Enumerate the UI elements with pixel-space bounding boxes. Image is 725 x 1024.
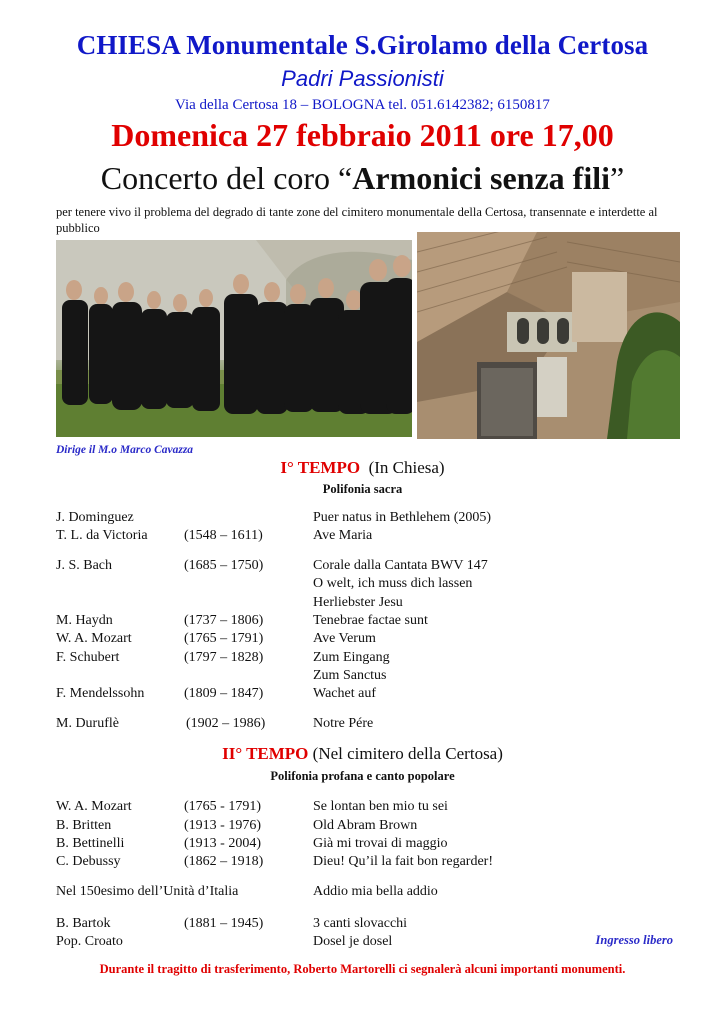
years: (1797 – 1828) bbox=[184, 650, 264, 665]
composer: M. Duruflè bbox=[56, 716, 119, 731]
work: Herliebster Jesu bbox=[313, 595, 403, 610]
work: O welt, ich muss dich lassen bbox=[313, 576, 473, 591]
program-row bbox=[0, 715, 725, 733]
church-title: CHIESA Monumentale S.Girolamo della Certosa bbox=[76, 30, 649, 60]
work: Dieu! Qu’il la fait bon regarder! bbox=[313, 854, 493, 869]
program-row bbox=[0, 649, 725, 667]
composer: T. L. da Victoria bbox=[56, 528, 148, 543]
program-row bbox=[0, 817, 725, 835]
program-row bbox=[0, 915, 725, 933]
composer: B. Bettinelli bbox=[56, 836, 125, 851]
church-address: Via della Certosa 18 – BOLOGNA tel. 051.6142382; 6150817 bbox=[175, 97, 550, 113]
years: (1913 - 2004) bbox=[184, 836, 261, 851]
program-row bbox=[0, 612, 725, 630]
years: (1913 - 1976) bbox=[184, 818, 261, 833]
concert-suffix: ” bbox=[609, 160, 625, 196]
composer: B. Bartok bbox=[56, 916, 111, 931]
conductor-credit: Dirige il M.o Marco Cavazza bbox=[56, 444, 194, 456]
years: (1902 – 1986) bbox=[186, 716, 266, 731]
program-row bbox=[0, 557, 725, 575]
work: Old Abram Brown bbox=[313, 818, 418, 833]
years: (1862 – 1918) bbox=[184, 854, 264, 869]
work: Addio mia bella addio bbox=[313, 884, 438, 899]
composer: J. Dominguez bbox=[56, 510, 134, 525]
program-row bbox=[0, 685, 725, 703]
composer: B. Britten bbox=[56, 818, 112, 833]
program-row bbox=[0, 798, 725, 816]
work: Corale dalla Cantata BWV 147 bbox=[313, 558, 488, 573]
program-row bbox=[0, 853, 725, 871]
program-row bbox=[0, 630, 725, 648]
program-row bbox=[0, 835, 725, 853]
years: (1765 – 1791) bbox=[184, 631, 264, 646]
work: Se lontan ben mio tu sei bbox=[313, 799, 448, 814]
years: (1737 – 1806) bbox=[184, 613, 264, 628]
program-row bbox=[0, 509, 725, 527]
work: Tenebrae factae sunt bbox=[313, 613, 428, 628]
program-row bbox=[0, 527, 725, 545]
composer: Nel 150esimo dell’Unità d’Italia bbox=[56, 884, 239, 899]
work: Wachet auf bbox=[313, 686, 376, 701]
work: Zum Eingang bbox=[313, 650, 390, 665]
choir-photo-icon bbox=[56, 240, 412, 437]
cloister-roof-photo-icon bbox=[417, 232, 680, 439]
footer-note: Durante il tragitto di trasferimento, Roberto Martorelli ci segnalerà alcuni importanti monumenti. bbox=[99, 962, 626, 976]
program-row bbox=[0, 575, 725, 593]
choir-photo-drawing bbox=[56, 240, 412, 437]
composer: F. Schubert bbox=[56, 650, 120, 665]
work: Ave Maria bbox=[313, 528, 373, 543]
work: Già mi trovai di maggio bbox=[313, 836, 448, 851]
work: Notre Pére bbox=[313, 716, 374, 731]
composer: F. Mendelssohn bbox=[56, 686, 145, 701]
section-heading-1 bbox=[0, 458, 725, 478]
work: 3 canti slovacchi bbox=[313, 916, 408, 931]
years: (1765 - 1791) bbox=[184, 799, 261, 814]
section-2-subtitle: Polifonia profana e canto popolare bbox=[270, 769, 455, 783]
program-row bbox=[0, 594, 725, 612]
section-1-subtitle: Polifonia sacra bbox=[322, 482, 403, 496]
work: Dosel je dosel bbox=[313, 934, 393, 949]
free-entry-note: Ingresso libero bbox=[595, 933, 673, 947]
years: (1548 – 1611) bbox=[184, 528, 263, 543]
section-1-tempo: I° TEMPO bbox=[280, 458, 361, 477]
composer: W. A. Mozart bbox=[56, 799, 132, 814]
concert-prefix: Concerto del coro “ bbox=[100, 160, 353, 196]
choir-name: Armonici senza fili bbox=[352, 160, 610, 196]
composer: C. Debussy bbox=[56, 854, 121, 869]
concert-title bbox=[0, 160, 725, 197]
section-2-place: (Nel cimitero della Certosa) bbox=[312, 744, 503, 763]
event-date: Domenica 27 febbraio 2011 ore 17,00 bbox=[111, 117, 614, 153]
program-row bbox=[0, 667, 725, 685]
years: (1685 – 1750) bbox=[184, 558, 264, 573]
work: Puer natus in Bethlehem (2005) bbox=[313, 510, 492, 525]
work: Zum Sanctus bbox=[313, 668, 387, 683]
roof-photo-drawing bbox=[417, 232, 680, 439]
composer: M. Haydn bbox=[56, 613, 113, 628]
section-heading-2 bbox=[0, 744, 725, 764]
event-purpose: per tenere vivo il problema del degrado di tante zone del cimitero monumentale della Certosa, transennate e interdette al pubblico bbox=[56, 205, 658, 235]
composer: J. S. Bach bbox=[56, 558, 112, 573]
years: (1881 – 1945) bbox=[184, 916, 264, 931]
years: (1809 – 1847) bbox=[184, 686, 264, 701]
order-subtitle: Padri Passionisti bbox=[281, 66, 444, 91]
section-1-place: (In Chiesa) bbox=[368, 458, 445, 477]
composer: W. A. Mozart bbox=[56, 631, 132, 646]
composer: Pop. Croato bbox=[56, 934, 123, 949]
section-2-tempo: II° TEMPO bbox=[222, 744, 309, 763]
work: Ave Verum bbox=[313, 631, 376, 646]
program-row bbox=[0, 883, 725, 901]
